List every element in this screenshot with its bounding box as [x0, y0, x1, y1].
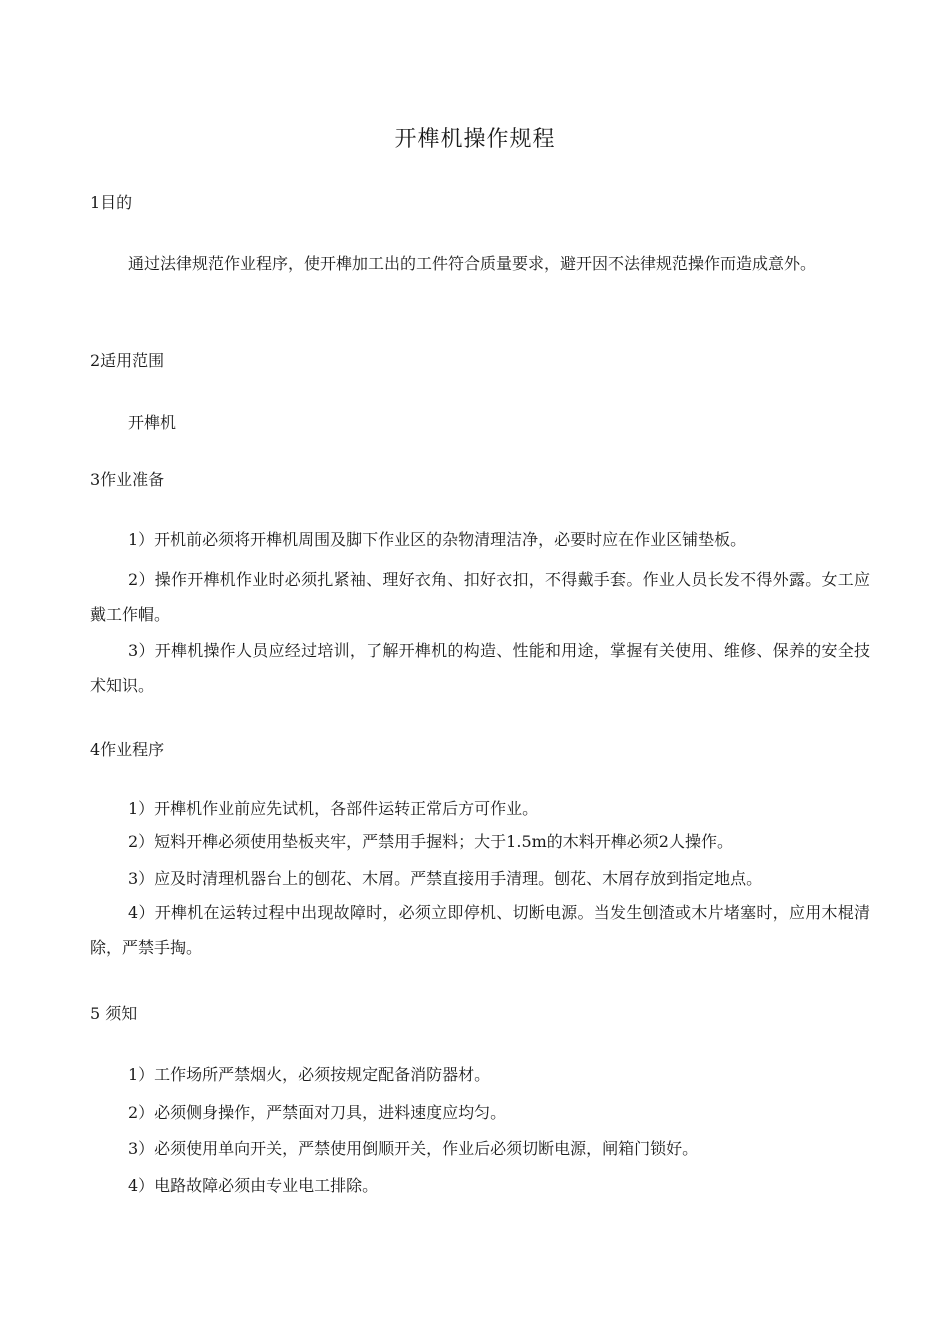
list-item: 3）开榫机操作人员应经过培训，了解开榫机的构造、性能和用途，掌握有关使用、维修、保养的安全技术知识。	[90, 641, 870, 695]
list-item: 2）必须侧身操作，严禁面对刀具，进料速度应均匀。	[128, 1103, 507, 1122]
list-item: 4）开榫机在运转过程中出现故障时，必须立即停机、切断电源。当发生刨渣或木片堵塞时，应用木棍清除，严禁手掏。	[90, 903, 870, 957]
section-heading-notice: 5 须知	[90, 1004, 138, 1023]
list-item: 3）必须使用单向开关，严禁使用倒顺开关，作业后必须切断电源，闸箱门锁好。	[128, 1139, 699, 1158]
list-item: 3）应及时清理机器台上的刨花、木屑。严禁直接用手清理。刨花、木屑存放到指定地点。	[128, 869, 763, 888]
list-item: 1）工作场所严禁烟火，必须按规定配备消防器材。	[128, 1065, 491, 1084]
section-paragraph-purpose: 通过法律规范作业程序，使开榫加工出的工件符合质量要求，避开因不法律规范操作而造成意外。	[128, 254, 817, 273]
list-item: 1）开榫机作业前应先试机，各部件运转正常后方可作业。	[128, 799, 539, 818]
section-heading-procedure: 4作业程序	[90, 740, 165, 759]
list-item: 2）操作开榫机作业时必须扎紧袖、理好衣角、扣好衣扣，不得戴手套。作业人员长发不得外露。女工应戴工作帽。	[90, 570, 870, 624]
document-title: 开榫机操作规程	[394, 127, 556, 152]
list-item: 4）电路故障必须由专业电工排除。	[128, 1176, 379, 1195]
list-item: 1）开机前必须将开榫机周围及脚下作业区的杂物清理洁净，必要时应在作业区铺垫板。	[128, 530, 747, 549]
section-heading-scope: 2适用范围	[90, 351, 165, 370]
section-paragraph-scope: 开榫机	[128, 413, 177, 432]
list-item: 2）短料开榫必须使用垫板夹牢，严禁用手握料；大于1.5m的木料开榫必须2人操作。	[128, 832, 733, 851]
section-heading-preparation: 3作业准备	[90, 470, 165, 489]
section-heading-purpose: 1目的	[90, 193, 133, 212]
